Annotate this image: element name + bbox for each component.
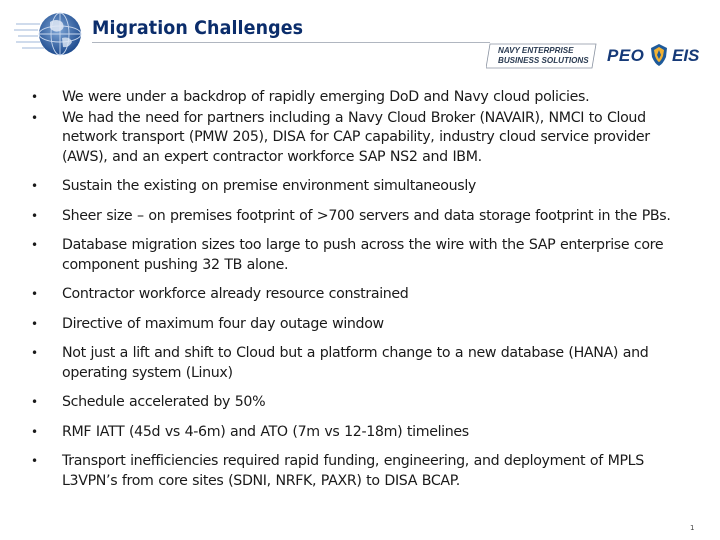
bullet-item: • Not just a lift and shift to Cloud but a platform change to a new database (HANA) and operating system (Linux)	[31, 345, 649, 381]
bullet-item: • We had the need for partners including a Navy Cloud Broker (NAVAIR), NMCI to Cloud network transport (PMW 205), DISA for CAP capability, industry cloud service provider (AWS), and an expert contractor workforce SAP NS2 and IBM.	[31, 109, 650, 165]
page-number: 1	[690, 524, 695, 532]
header-divider	[92, 42, 490, 43]
org-name	[498, 45, 589, 65]
bullet-dot-icon: •	[31, 454, 38, 468]
bullet-dot-icon: •	[31, 179, 38, 193]
bullet-dot-icon: •	[31, 424, 38, 439]
org-name-line2: BUSINESS SOLUTIONS	[498, 55, 589, 65]
logo-peo: PEO	[607, 46, 645, 65]
page-title: Migration Challenges	[92, 17, 304, 39]
bullet-dot-icon: •	[31, 316, 38, 331]
bullet-list	[28, 88, 698, 491]
bullet-item: • Sustain the existing on premise environment simultaneously	[28, 177, 698, 197]
bullet-dot-icon: •	[31, 395, 38, 409]
bullet-dot-icon: •	[31, 90, 38, 104]
bullet-dot-icon: •	[31, 238, 38, 252]
bullet-dot-icon: •	[31, 208, 38, 223]
bullet-item: • Contractor workforce already resource constrained	[28, 285, 698, 305]
bullet-dot-icon: •	[31, 346, 38, 360]
bullet-item: • RMF IATT (45d vs 4-6m) and ATO (7m vs 12-18m) timelines	[28, 423, 698, 443]
bullet-item: • Directive of maximum four day outage window	[28, 315, 698, 335]
eagle-mark-icon	[649, 43, 669, 67]
globe-icon	[14, 8, 84, 58]
bullet-item: • Sheer size – on premises footprint of >700 servers and data storage footprint in the PBs.	[28, 207, 698, 227]
org-name-line1: NAVY ENTERPRISE	[498, 45, 574, 55]
bullet-item: • Transport inefficiencies required rapid funding, engineering, and deployment of MPLS L3VPN’s from core sites (SDNI, NRFK, PAXR) to DISA BCAP.	[31, 453, 644, 489]
bullet-item: • Schedule accelerated by 50%	[28, 393, 698, 413]
logo-eis: EIS	[672, 46, 700, 65]
bullet-item: • We were under a backdrop of rapidly emerging DoD and Navy cloud policies.	[28, 88, 698, 108]
bullet-dot-icon: •	[31, 110, 38, 125]
bullet-dot-icon: •	[31, 287, 38, 301]
bullet-item: • Database migration sizes too large to push across the wire with the SAP enterprise core component pushing 32 TB alone.	[31, 237, 664, 273]
